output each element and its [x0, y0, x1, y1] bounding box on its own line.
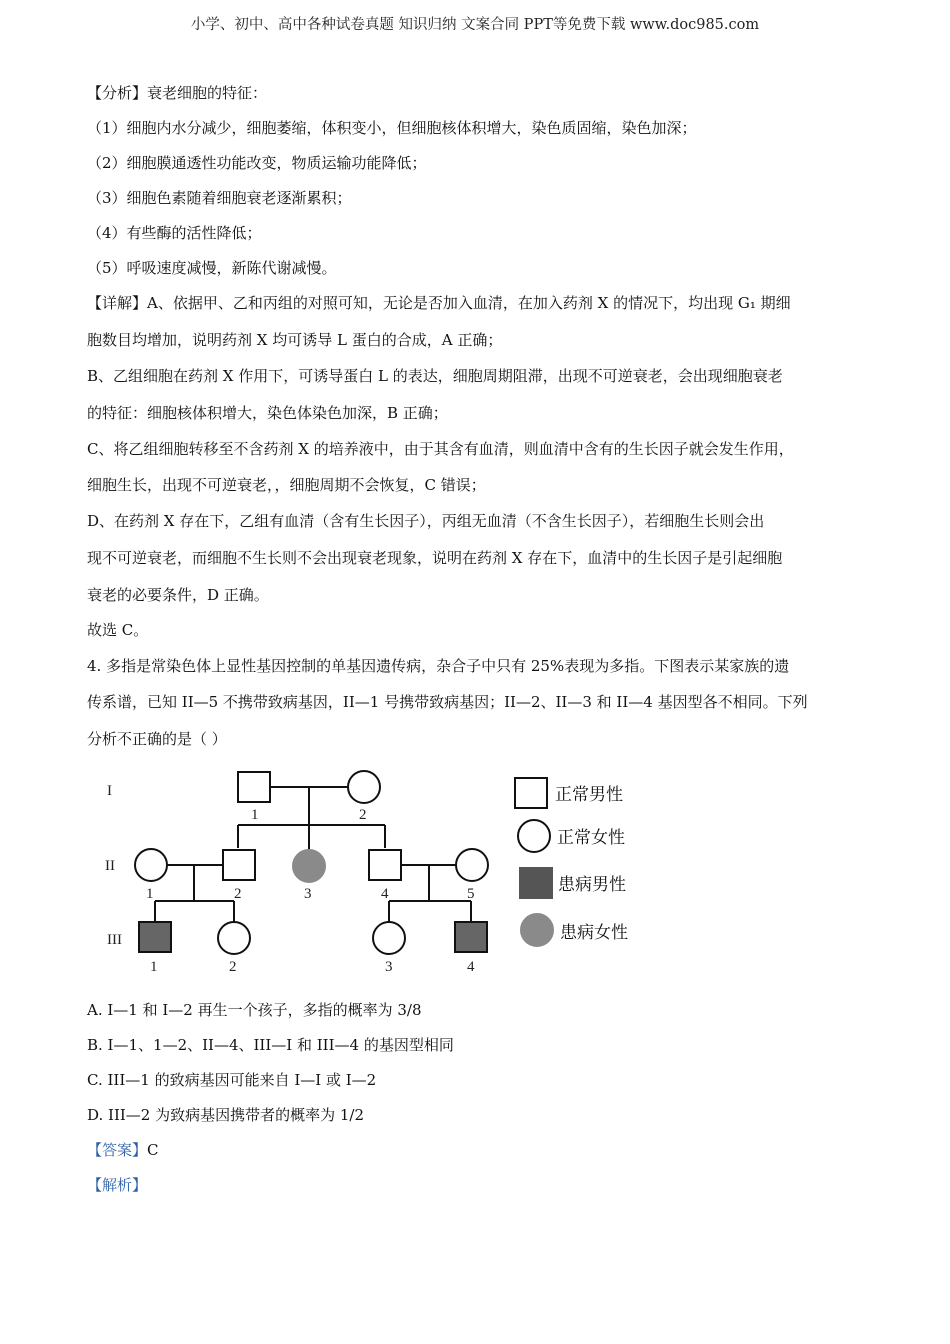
- analysis-point: （1）细胞内水分减少，细胞萎缩，体积变小，但细胞核体积增大，染色质固缩，染色加深；: [87, 119, 697, 137]
- gen2-5-female-normal: [456, 849, 488, 881]
- analysis-heading: 【分析】: [87, 84, 148, 102]
- legend-label: 患病男性: [558, 875, 626, 895]
- legend-label: 正常女性: [557, 828, 625, 848]
- detail-line: 的特征：细胞核体积增大，染色体染色加深，B 正确；: [87, 404, 448, 422]
- legend-label: 正常男性: [555, 785, 623, 805]
- individual-number: 2: [359, 807, 367, 823]
- explanation-heading: 【解析】: [87, 1176, 148, 1194]
- detail-line: 衰老的必要条件，D 正确。: [87, 586, 269, 604]
- gen2-3-female-affected: [293, 850, 325, 882]
- option-a: A. I—1 和 I—2 再生一个孩子，多指的概率为 3/8: [87, 1001, 422, 1019]
- detail-heading: 【详解】: [87, 294, 148, 312]
- individual-number: 4: [381, 886, 389, 902]
- detail-line: 故选 C。: [87, 621, 149, 639]
- option-c: C. III—1 的致病基因可能来自 I—I 或 I—2: [87, 1071, 377, 1089]
- pedigree-chart: [95, 760, 655, 985]
- analysis-point: （5）呼吸速度减慢，新陈代谢减慢。: [87, 259, 337, 277]
- question-line: 4. 多指是常染色体上显性基因控制的单基因遗传病，杂合子中只有 25%表现为多指。下图表示某家族的遗: [87, 657, 790, 675]
- legend-normal-male-symbol: [515, 778, 547, 808]
- detail-line: 胞数目均增加，说明药剂 X 均可诱导 L 蛋白的合成，A 正确；: [87, 331, 503, 349]
- analysis-point: （4）有些酶的活性降低；: [87, 224, 262, 242]
- question-line: 分析不正确的是（ ）: [87, 730, 227, 748]
- generation-label: I: [107, 783, 112, 799]
- detail-text: A、依据甲、乙和丙组的对照可知，无论是否加入血清，在加入药剂 X 的情况下，均出现 G₁ 期细: [147, 294, 791, 312]
- gen1-female-normal: [348, 771, 380, 803]
- generation-label: II: [105, 858, 115, 874]
- option-d: D. III—2 为致病基因携带者的概率为 1/2: [87, 1106, 365, 1124]
- legend-normal-female-symbol: [518, 820, 550, 852]
- detail-line: 细胞生长，出现不可逆衰老，，细胞周期不会恢复，C 错误；: [87, 476, 486, 494]
- detail-line: [87, 292, 791, 313]
- answer-heading: 【答案】: [87, 1141, 148, 1159]
- analysis-point: （3）细胞色素随着细胞衰老逐渐累积；: [87, 189, 352, 207]
- legend-affected-male-symbol: [520, 868, 552, 898]
- gen2-2-male-normal: [223, 850, 255, 880]
- answer-value: C: [147, 1141, 159, 1159]
- option-b: B. I—1、1—2、II—4、III—I 和 III—4 的基因型相同: [87, 1036, 454, 1054]
- generation-label: III: [107, 932, 122, 948]
- analysis-intro: 衰老细胞的特征：: [147, 84, 268, 102]
- detail-line: 现不可逆衰老，而细胞不生长则不会出现衰老现象，说明在药剂 X 存在下，血清中的生长因子是引起细胞: [87, 549, 783, 567]
- individual-number: 2: [234, 886, 242, 902]
- individual-number: 3: [385, 959, 393, 975]
- question-line: 传系谱，已知 II—5 不携带致病基因，II—1 号携带致病基因；II—2、II—3 和 II—4 基因型各不相同。下列: [87, 693, 808, 711]
- gen3-1-male-affected: [139, 922, 171, 952]
- gen3-4-male-affected: [455, 922, 487, 952]
- gen3-2-female-normal: [218, 922, 250, 954]
- answer-line: [87, 1139, 159, 1160]
- individual-number: 1: [251, 807, 259, 823]
- analysis-heading-line: [87, 82, 267, 103]
- individual-number: 4: [467, 959, 475, 975]
- detail-line: C、将乙组细胞转移至不含药剂 X 的培养液中，由于其含有血清，则血清中含有的生长因子就会发生作用，: [87, 440, 794, 458]
- individual-number: 1: [150, 959, 158, 975]
- individual-number: 5: [467, 886, 475, 902]
- gen3-3-female-normal: [373, 922, 405, 954]
- gen1-male-normal: [238, 772, 270, 802]
- page-header: 小学、初中、高中各种试卷真题 知识归纳 文案合同 PPT等免费下载 www.doc985.com: [190, 17, 760, 33]
- individual-number: 3: [304, 886, 312, 902]
- gen2-4-male-normal: [369, 850, 401, 880]
- individual-number: 2: [229, 959, 237, 975]
- analysis-point: （2）细胞膜通透性功能改变，物质运输功能降低；: [87, 154, 427, 172]
- individual-number: 1: [146, 886, 154, 902]
- gen2-1-female-normal: [135, 849, 167, 881]
- detail-line: D、在药剂 X 存在下，乙组有血清（含有生长因子），丙组无血清（不含生长因子），若细胞生长则会出: [87, 512, 765, 530]
- legend-label: 患病女性: [560, 923, 628, 943]
- detail-line: B、乙组细胞在药剂 X 作用下，可诱导蛋白 L 的表达，细胞周期阻滞，出现不可逆衰老，会出现细胞衰老: [87, 367, 783, 385]
- legend-affected-female-symbol: [521, 914, 553, 946]
